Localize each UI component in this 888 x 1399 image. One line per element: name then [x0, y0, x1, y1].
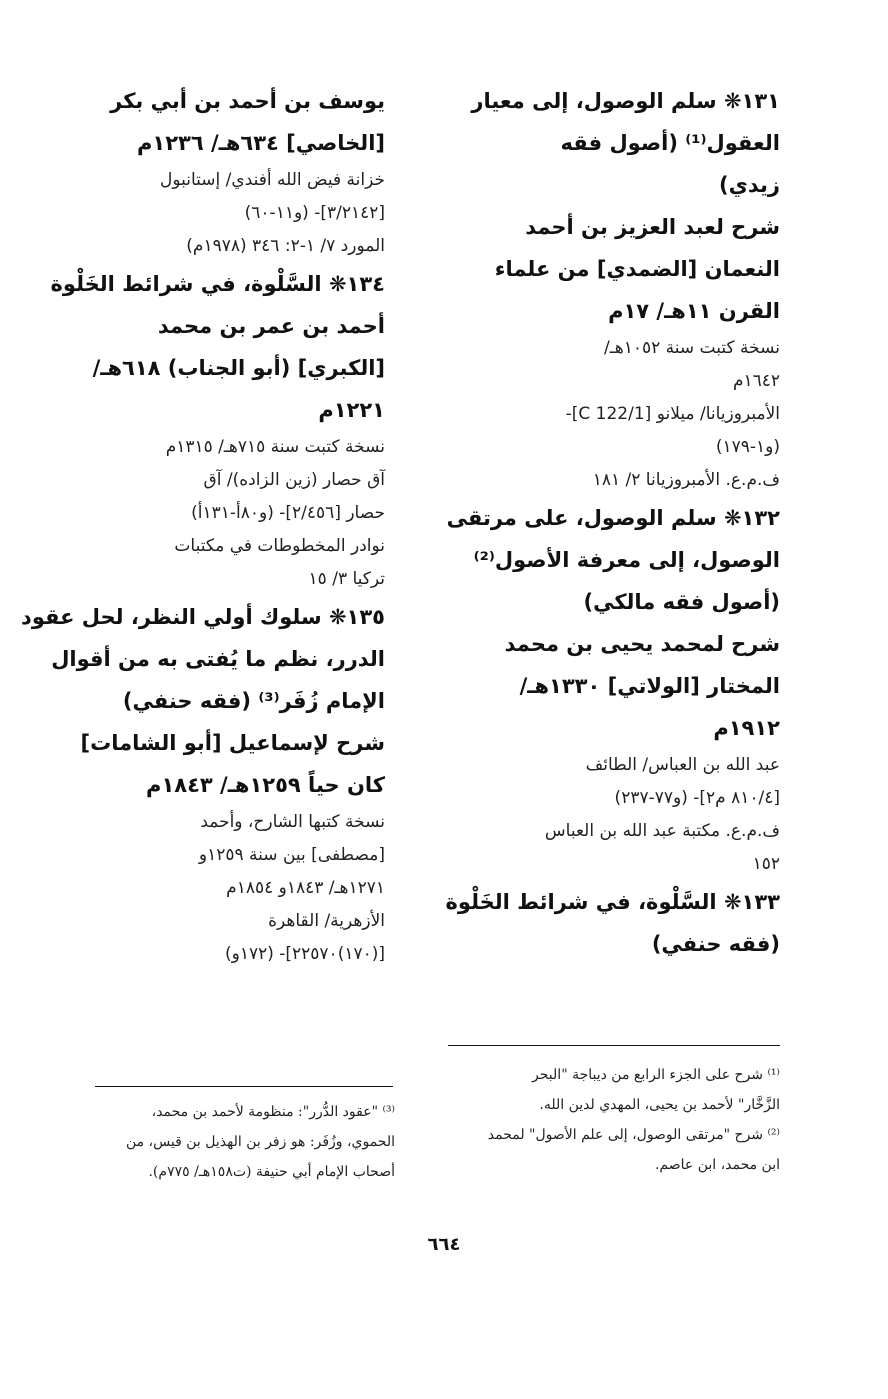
- entry-detail-line: ١٢٧١هـ/ ١٨٤٣و ١٨٥٤م: [226, 878, 385, 898]
- entry-detail-line: [٨١٠/٤ م٢]- (و٧٧-٢٣٧): [614, 788, 780, 808]
- footnote-line: ابن محمد، ابن عاصم.: [654, 1157, 780, 1173]
- entry-detail-line: آق حصار (زين الزاده)/ آق: [203, 470, 385, 490]
- entry-detail-line: [(١٧٠)٢٢٥٧٠]- (١٧٢و): [224, 944, 385, 964]
- entry-detail-line: تركيا ٣/ ١٥: [308, 569, 385, 589]
- entry-detail-line: [٣/٢١٤٢]- (و١١-٦٠): [244, 203, 385, 223]
- entry-heading-line: ١٩١٢م: [713, 716, 780, 740]
- entry-heading-line: الإمام زُفَر⁽³⁾ (فقه حنفي): [122, 689, 385, 713]
- entry-heading-line: شرح لإسماعيل [أبو الشامات]: [80, 731, 385, 755]
- entry-heading-line: زيدي): [719, 173, 780, 197]
- entry-detail-line: ١٥٢: [752, 854, 780, 874]
- entry-heading-line: شرح لمحمد يحيى بن محمد: [504, 632, 780, 656]
- entry-heading-line: ١٣٣❋ السَّلْوة، في شرائط الخَلْوة: [445, 890, 780, 914]
- footnote-line: أصحاب الإمام أبي حنيفة (ت١٥٨هـ/ ٧٧٥م).: [148, 1164, 395, 1180]
- entry-heading-line: المختار [الولاتي] ١٣٣٠هـ/: [519, 674, 780, 698]
- entry-detail-line: (و١-١٧٩): [715, 437, 780, 457]
- entry-heading-line: الوصول، إلى معرفة الأصول⁽²⁾: [473, 548, 780, 572]
- entry-heading-line: يوسف بن أحمد بن أبي بكر: [110, 89, 385, 113]
- entry-detail-line: خزانة فيض الله أفندي/ إستانبول: [159, 170, 385, 190]
- entry-detail-line: الأزهرية/ القاهرة: [268, 911, 385, 931]
- entry-detail-line: الأمبروزيانا/ ميلانو [C 122/1]-: [565, 404, 780, 424]
- entry-detail-line: ف.م.ع. مكتبة عبد الله بن العباس: [544, 821, 780, 841]
- entry-heading-line: ١٢٢١م: [318, 398, 385, 422]
- left-column: [21, 80, 385, 971]
- entry-heading-line: ١٣٥❋ سلوك أولي النظر، لحل عقود: [21, 605, 385, 629]
- entry-detail-line: نسخة كتبت سنة ١٠٥٢هـ/: [604, 338, 780, 358]
- entry-heading-line: العقول⁽¹⁾ (أصول فقه: [560, 131, 780, 155]
- footnote-line: ⁽¹⁾ شرح على الجزء الرابع من ديباجة "البحر: [532, 1067, 780, 1083]
- entry-detail-line: المورد ٧/ ١-٢: ٣٤٦ (١٩٧٨م): [186, 236, 385, 256]
- entry-detail-line: [مصطفى] بين سنة ١٢٥٩و: [198, 845, 385, 865]
- entry-detail-line: ١٦٤٢م: [732, 371, 780, 391]
- entry-heading-line: أحمد بن عمر بن محمد: [157, 314, 385, 338]
- entry-heading-line: القرن ١١هـ/ ١٧م: [608, 299, 780, 323]
- entry-heading-line: ١٣١❋ سلم الوصول، إلى معيار: [471, 89, 780, 113]
- entry-heading-line: ١٣٤❋ السَّلْوة، في شرائط الخَلْوة: [50, 272, 385, 296]
- entry-heading-line: (فقه حنفي): [651, 932, 780, 956]
- entry-heading-line: (أصول فقه مالكي): [583, 590, 780, 614]
- entry-detail-line: حصار [٢/٤٥٦]- (و٨٠أ-١٣١أ): [191, 503, 385, 523]
- entry-heading-line: شرح لعبد العزيز بن أحمد: [525, 215, 780, 239]
- entry-heading-line: [الكبري] (أبو الجناب) ٦١٨هـ/: [92, 356, 385, 380]
- entry-heading-line: الدرر، نظم ما يُفتى به من أقوال: [51, 647, 385, 671]
- right-column: [440, 80, 780, 965]
- entry-detail-line: عبد الله بن العباس/ الطائف: [585, 755, 780, 775]
- footnote-line: ⁽²⁾ شرح "مرتقى الوصول، إلى علم الأصول" لمحمد: [487, 1127, 780, 1143]
- entry-heading-line: النعمان [الضمدي] من علماء: [494, 257, 780, 281]
- entry-heading-line: كان حياً ١٢٥٩هـ/ ١٨٤٣م: [146, 773, 385, 797]
- footnote-divider-right: [448, 1045, 780, 1046]
- page-number: ٦٦٤: [427, 1234, 461, 1255]
- entry-detail-line: نسخة كتبت سنة ٧١٥هـ/ ١٣١٥م: [165, 437, 385, 457]
- footnotes-left: [90, 1097, 395, 1187]
- footnote-line: ⁽³⁾ "عقود الدُّرر": منظومة لأحمد بن محمد،: [151, 1104, 395, 1120]
- entry-detail-line: نوادر المخطوطات في مكتبات: [174, 536, 385, 556]
- footnote-line: الحموي، وزُفَر: هو زفر بن الهذيل بن قيس، من: [125, 1134, 395, 1150]
- entry-heading-line: [الخاصي] ٦٣٤هـ/ ١٢٣٦م: [136, 131, 385, 155]
- entry-detail-line: نسخة كتبها الشارح، وأحمد: [200, 812, 385, 832]
- entry-heading-line: ١٣٢❋ سلم الوصول، على مرتقى: [446, 506, 780, 530]
- entry-detail-line: ف.م.ع. الأمبروزيانا ٢/ ١٨١: [592, 470, 780, 490]
- footnote-divider-left: [95, 1086, 393, 1087]
- footnotes-right: [445, 1060, 780, 1180]
- footnote-line: الزَّخَّار" لأحمد بن يحيى، المهدي لدين الله.: [539, 1097, 780, 1113]
